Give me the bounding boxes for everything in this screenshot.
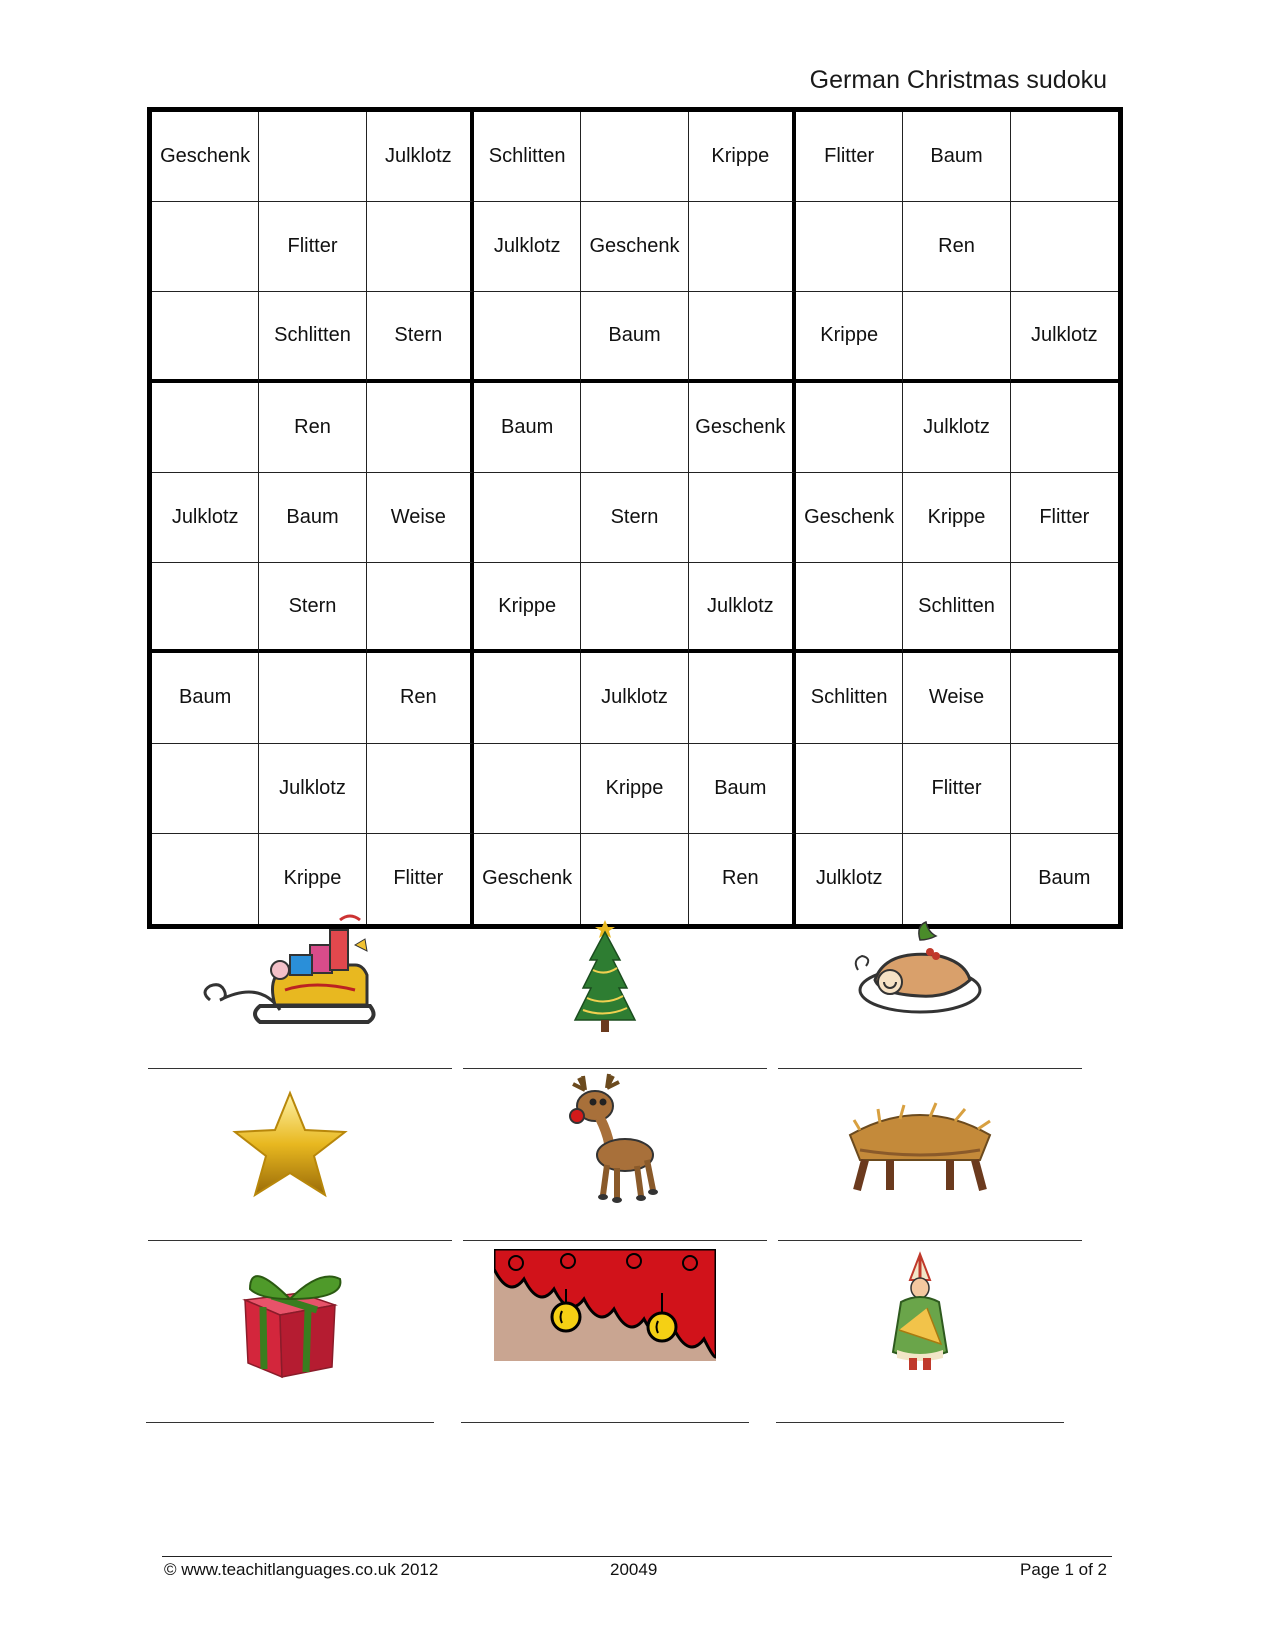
tinsel-icon [494, 1249, 716, 1361]
sudoku-cell[interactable]: Krippe [581, 744, 688, 834]
sudoku-cell[interactable]: Julklotz [689, 563, 796, 653]
sudoku-cell[interactable]: Geschenk [689, 383, 796, 473]
sudoku-cell[interactable]: Schlitten [796, 653, 903, 743]
page-title: German Christmas sudoku [809, 66, 1107, 94]
sudoku-cell[interactable] [367, 202, 474, 292]
sudoku-cell[interactable] [474, 653, 581, 743]
sudoku-cell[interactable] [1011, 202, 1118, 292]
sudoku-cell[interactable]: Julklotz [903, 383, 1010, 473]
sudoku-cell[interactable] [903, 292, 1010, 382]
sudoku-cell[interactable]: Flitter [796, 112, 903, 202]
reindeer-picture [455, 1060, 755, 1220]
sudoku-cell[interactable] [689, 292, 796, 382]
sudoku-cell[interactable] [367, 744, 474, 834]
footer-divider [162, 1556, 1112, 1557]
star-icon [225, 1085, 355, 1205]
sudoku-grid [147, 107, 1123, 929]
sudoku-cell[interactable]: Stern [581, 473, 688, 563]
sudoku-cell[interactable] [581, 563, 688, 653]
sudoku-cell[interactable]: Flitter [903, 744, 1010, 834]
sudoku-cell[interactable] [796, 383, 903, 473]
footer-copyright: © www.teachitlanguages.co.uk 2012 [164, 1560, 439, 1579]
sudoku-cell[interactable] [581, 383, 688, 473]
sudoku-cell[interactable] [367, 563, 474, 653]
footer-page-number: Page 1 of 2 [1020, 1560, 1107, 1579]
sudoku-cell[interactable]: Julklotz [796, 834, 903, 924]
sudoku-cell[interactable]: Krippe [796, 292, 903, 382]
sudoku-cell[interactable]: Julklotz [474, 202, 581, 292]
sudoku-cell[interactable]: Krippe [689, 112, 796, 202]
sudoku-cell[interactable]: Flitter [259, 202, 366, 292]
star-picture [140, 1065, 440, 1225]
sudoku-cell[interactable] [259, 112, 366, 202]
sudoku-cell[interactable] [689, 202, 796, 292]
wise-man-picture [770, 1235, 1070, 1395]
sudoku-cell[interactable]: Baum [259, 473, 366, 563]
sudoku-cell[interactable] [367, 383, 474, 473]
sudoku-cell[interactable] [152, 744, 259, 834]
sudoku-cell[interactable] [1011, 112, 1118, 202]
sudoku-cell[interactable]: Ren [367, 653, 474, 743]
sudoku-cell[interactable] [474, 473, 581, 563]
gift-picture [140, 1240, 440, 1400]
sudoku-cell[interactable] [1011, 383, 1118, 473]
sudoku-cell[interactable]: Schlitten [474, 112, 581, 202]
sudoku-cell[interactable]: Krippe [903, 473, 1010, 563]
sudoku-cell[interactable]: Julklotz [367, 112, 474, 202]
answer-line[interactable] [146, 1422, 434, 1423]
sudoku-cell[interactable]: Flitter [1011, 473, 1118, 563]
sudoku-cell[interactable]: Baum [474, 383, 581, 473]
sudoku-cell[interactable]: Julklotz [152, 473, 259, 563]
sudoku-cell[interactable]: Ren [259, 383, 366, 473]
sudoku-cell[interactable] [1011, 653, 1118, 743]
christmas-tree-icon [565, 910, 645, 1040]
manger-icon [840, 1095, 1000, 1195]
sudoku-cell[interactable] [1011, 744, 1118, 834]
sudoku-cell[interactable] [474, 292, 581, 382]
manger-picture [770, 1065, 1070, 1225]
sudoku-cell[interactable]: Geschenk [474, 834, 581, 924]
gift-icon [230, 1255, 350, 1385]
christmas-tree-picture [455, 895, 755, 1055]
sudoku-cell[interactable]: Geschenk [152, 112, 259, 202]
sudoku-cell[interactable]: Krippe [259, 834, 366, 924]
sudoku-cell[interactable] [796, 563, 903, 653]
sudoku-cell[interactable]: Baum [1038, 867, 1091, 890]
answer-line[interactable] [461, 1422, 749, 1423]
sudoku-cell[interactable]: Weise [367, 473, 474, 563]
sudoku-cell[interactable]: Weise [903, 653, 1010, 743]
footer-code: 20049 [610, 1560, 658, 1579]
sudoku-cell[interactable] [689, 653, 796, 743]
sudoku-cell[interactable]: Baum [903, 112, 1010, 202]
sudoku-cell[interactable]: Geschenk [581, 202, 688, 292]
sudoku-cell[interactable] [689, 473, 796, 563]
sudoku-cell[interactable] [581, 112, 688, 202]
sudoku-cell[interactable] [152, 202, 259, 292]
sudoku-cell[interactable]: Krippe [474, 563, 581, 653]
sudoku-cell[interactable]: Ren [689, 834, 796, 924]
sudoku-cell[interactable]: Ren [903, 202, 1010, 292]
answer-line[interactable] [776, 1422, 1064, 1423]
sudoku-cell[interactable] [152, 383, 259, 473]
sudoku-cell[interactable]: Flitter [367, 834, 474, 924]
sudoku-cell[interactable]: Stern [367, 292, 474, 382]
sudoku-cell[interactable]: Stern [259, 563, 366, 653]
sudoku-cell[interactable]: Baum [152, 653, 259, 743]
wise-man-icon [885, 1250, 955, 1380]
sudoku-cell[interactable] [474, 744, 581, 834]
sudoku-cell[interactable]: Schlitten [903, 563, 1010, 653]
sudoku-cell[interactable] [796, 744, 903, 834]
sleigh-icon [190, 910, 390, 1040]
sudoku-cell[interactable] [152, 292, 259, 382]
sudoku-cell[interactable] [796, 202, 903, 292]
yule-log-icon [850, 910, 990, 1040]
sudoku-cell[interactable]: Baum [689, 744, 796, 834]
sudoku-cell[interactable]: Schlitten [259, 292, 366, 382]
sudoku-cell[interactable] [152, 563, 259, 653]
sudoku-cell[interactable]: Julklotz [581, 653, 688, 743]
sudoku-cell[interactable]: Baum [581, 292, 688, 382]
reindeer-icon [545, 1070, 665, 1210]
sudoku-cell[interactable]: Julklotz [259, 744, 366, 834]
sudoku-cell[interactable] [259, 653, 366, 743]
yule-log-picture [770, 895, 1070, 1055]
sudoku-cell[interactable]: Geschenk [796, 473, 903, 563]
sleigh-picture [140, 895, 440, 1055]
sudoku-cell[interactable]: Julklotz [1011, 292, 1118, 382]
tinsel-picture [455, 1225, 755, 1385]
sudoku-cell[interactable] [1011, 563, 1118, 653]
